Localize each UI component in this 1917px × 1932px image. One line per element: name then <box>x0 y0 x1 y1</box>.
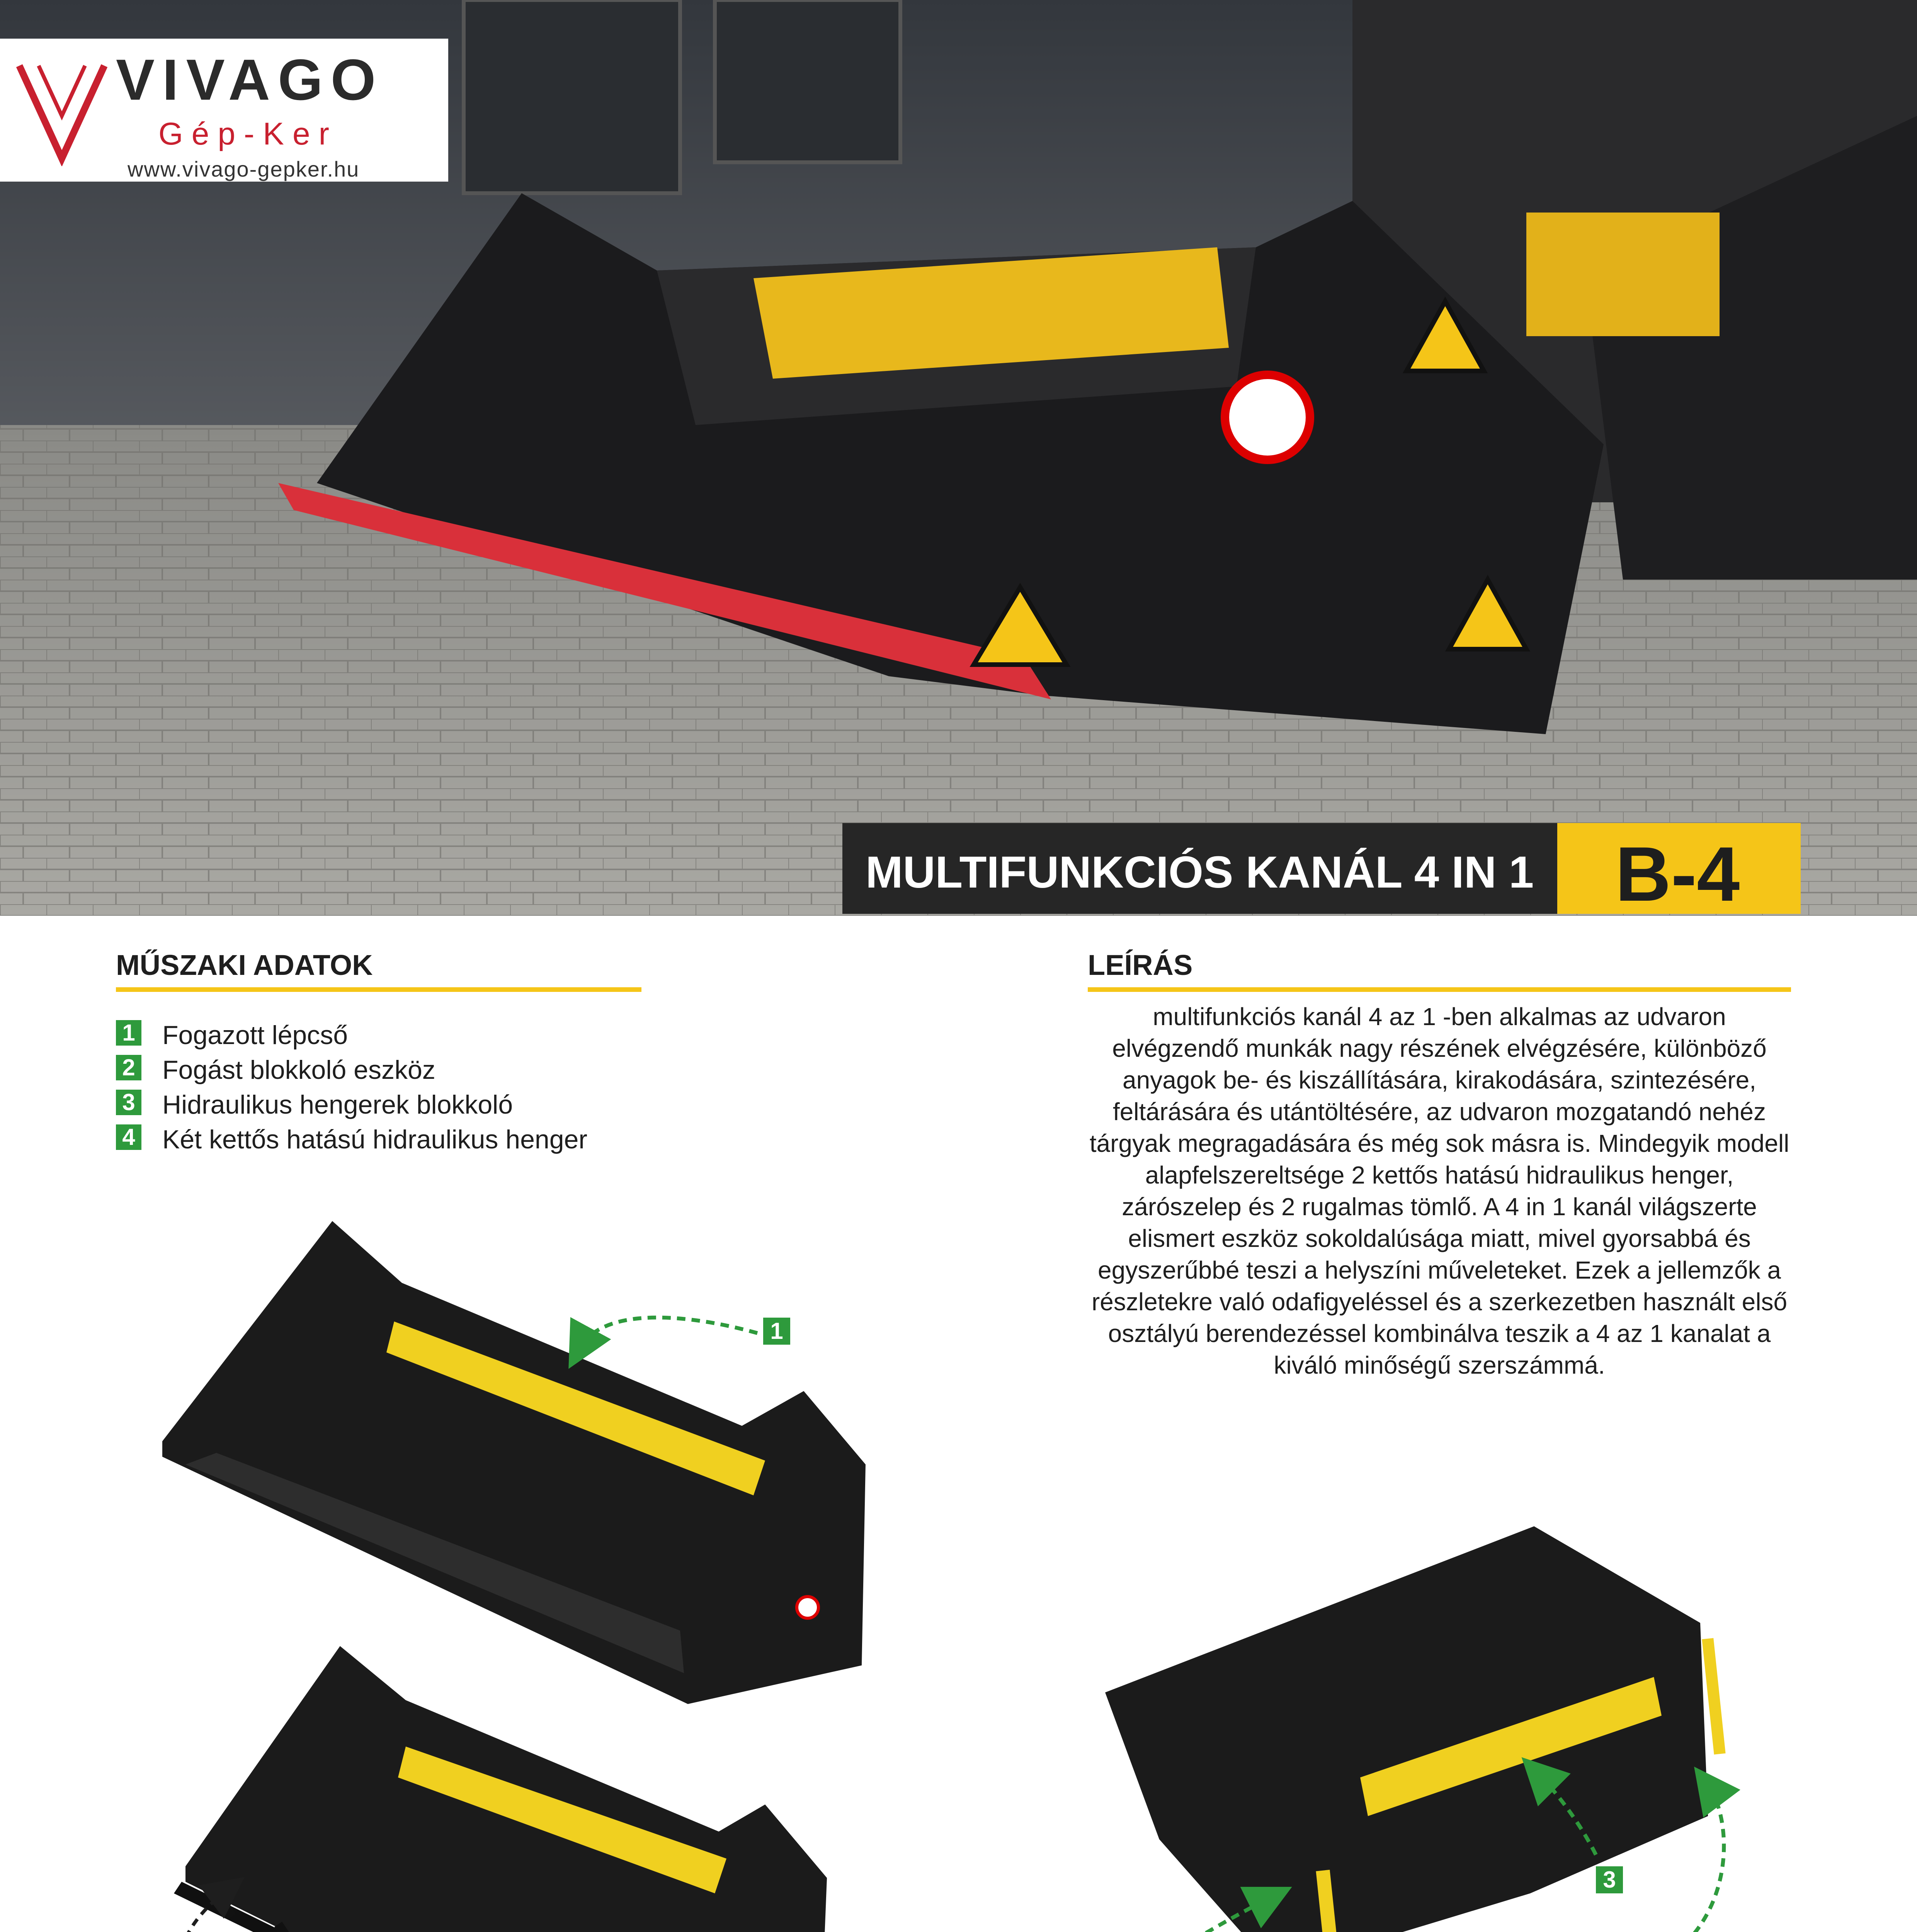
spec-label: Fogást blokkoló eszköz <box>162 1055 435 1085</box>
specs-heading-rule <box>116 987 641 992</box>
description-heading-rule <box>1088 987 1791 992</box>
spec-number-badge: 3 <box>116 1090 141 1115</box>
vivago-v-logo-icon <box>15 58 108 166</box>
callout-badge-1: 1 <box>763 1318 790 1345</box>
logo-brand: VIVAGO <box>116 47 384 112</box>
logo-subtitle: Gép-Ker <box>158 116 338 151</box>
specs-heading: MŰSZAKI ADATOK <box>116 949 373 981</box>
spec-label: Hidraulikus hengerek blokkoló <box>162 1090 513 1119</box>
product-title: MULTIFUNKCIÓS KANÁL 4 IN 1 <box>866 847 1534 897</box>
spec-number-badge: 2 <box>116 1055 141 1080</box>
logo-url[interactable]: www.vivago-gepker.hu <box>128 157 360 181</box>
description-heading: LEÍRÁS <box>1088 949 1193 981</box>
callout-arrow-1 <box>580 1318 757 1349</box>
spec-number-badge: 1 <box>116 1020 141 1046</box>
product-code-badge <box>1557 823 1801 917</box>
product-code: B-4 <box>1615 831 1740 917</box>
description-text: multifunkciós kanál 4 az 1 -ben alkalmas az udvaron elvégzendő munkák nagy részének elvégzésére, különböző anyagok be- és kiszállítására, kirakodására, szintezésére, feltárására és utántöltésére, az udvaron mozgatandó nehéz tárgyak megragadására és még sok másra is. Mindegyik modell alapfelszereltsége 2 kettős hatású hidraulikus henger, zárószelep és 2 rugalmas tömlő. A 4 in 1 kanál világszerte elismert eszköz sokoldalúsága miatt, mivel gyorsabbá és egyszerűbbé teszi a helyszíni műveleteket. Ezek a jellemzők a részletekre való odafigyeléssel és a szerkezetben használt első osztályú berendezéssel kombinálva teszik a 4 az 1 kanalat a kiváló minőségű szerszámmá. <box>1089 1003 1789 1379</box>
bucket-illustration-1 <box>162 1221 866 1704</box>
product-title-bar <box>842 823 1557 914</box>
spec-label: Fogazott lépcső <box>162 1020 348 1050</box>
company-logo[interactable] <box>0 39 448 182</box>
callout-badge-3: 3 <box>1596 1866 1623 1893</box>
bucket-illustration-4 <box>1105 1526 1726 1932</box>
spec-number-badge: 4 <box>116 1124 141 1150</box>
spec-label: Két kettős hatású hidraulikus henger <box>162 1125 588 1154</box>
product-illustrations <box>0 1159 1917 1932</box>
